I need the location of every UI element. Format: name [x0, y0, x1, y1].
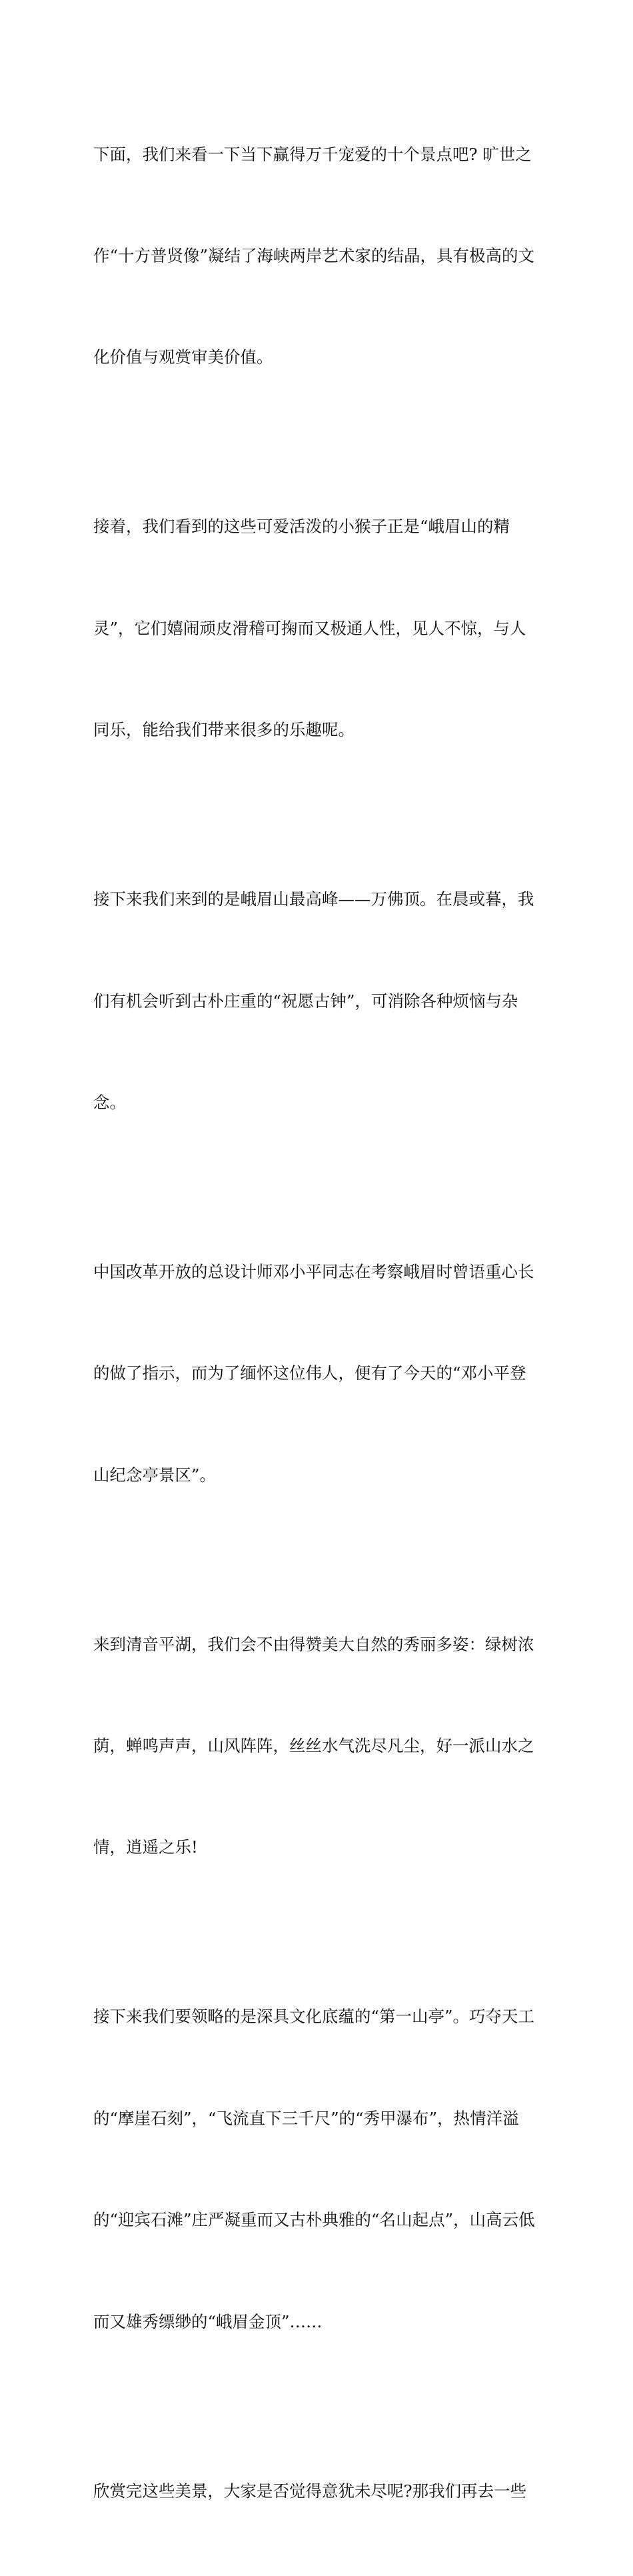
paragraph-monkeys	[93, 443, 546, 815]
text-line: 接着，我们看到的这些可爱活泼的小猴子正是“峨眉山的精	[93, 517, 510, 537]
text-line: 的做了指示，而为了缅怀这位伟人，便有了今天的“邓小平登	[93, 1363, 526, 1383]
paragraph-puxian-statue	[93, 70, 546, 443]
text-line: 念。	[93, 1092, 126, 1112]
text-line: 荫，蝉鸣声声，山风阵阵，丝丝水气洗尽凡尘，好一派山水之	[93, 1736, 534, 1756]
text-line: 的“迎宾石滩”庄严凝重而又古朴典雅的“名山起点”，山高云低	[93, 2210, 535, 2230]
text-line: 化价值与观赏审美价值。	[93, 347, 273, 367]
text-line: 接下来我们来到的是峨眉山最高峰——万佛顶。在晨或暮，我	[93, 889, 534, 909]
paragraph-wanfoding	[93, 815, 546, 1188]
paragraph-more-scenery	[93, 2407, 546, 2576]
text-line: 情，逍遥之乐!	[93, 1837, 198, 1857]
text-line: 们有机会听到古朴庄重的“祝愿古钟”，可消除各种烦恼与杂	[93, 991, 518, 1011]
text-line: 而又雄秀缥缈的“峨眉金顶”……	[93, 2311, 322, 2331]
document-body	[93, 70, 546, 2576]
text-line: 的“摩崖石刻”，“飞流直下三千尺”的“秀甲瀑布”，热情洋溢	[93, 2108, 519, 2128]
text-line: 中国改革开放的总设计师邓小平同志在考察峨眉时曾语重心长	[93, 1261, 534, 1281]
text-line: 来到清音平湖，我们会不由得赞美大自然的秀丽多姿：绿树浓	[93, 1634, 534, 1654]
text-line: 灵”，它们嬉闹顽皮滑稽可掬而又极通人性，见人不惊，与人	[93, 618, 526, 638]
text-line: 下面，我们来看一下当下赢得万千宠爱的十个景点吧? 旷世之	[93, 144, 532, 164]
text-line: 作“十方普贤像”凝结了海峡两岸艺术家的结晶，具有极高的文	[93, 245, 535, 265]
text-line: 接下来我们要领略的是深具文化底蕴的“第一山亭”。巧夺天工	[93, 2007, 535, 2027]
paragraph-first-pavilion	[93, 1933, 546, 2407]
paragraph-qingyin-lake	[93, 1560, 546, 1933]
text-line: 欣赏完这些美景，大家是否觉得意犹未尽呢?那我们再去一些	[93, 2481, 527, 2501]
paragraph-deng-pavilion	[93, 1187, 546, 1560]
text-line: 山纪念亭景区”。	[93, 1465, 217, 1485]
text-line: 同乐，能给我们带来很多的乐趣呢。	[93, 720, 354, 740]
